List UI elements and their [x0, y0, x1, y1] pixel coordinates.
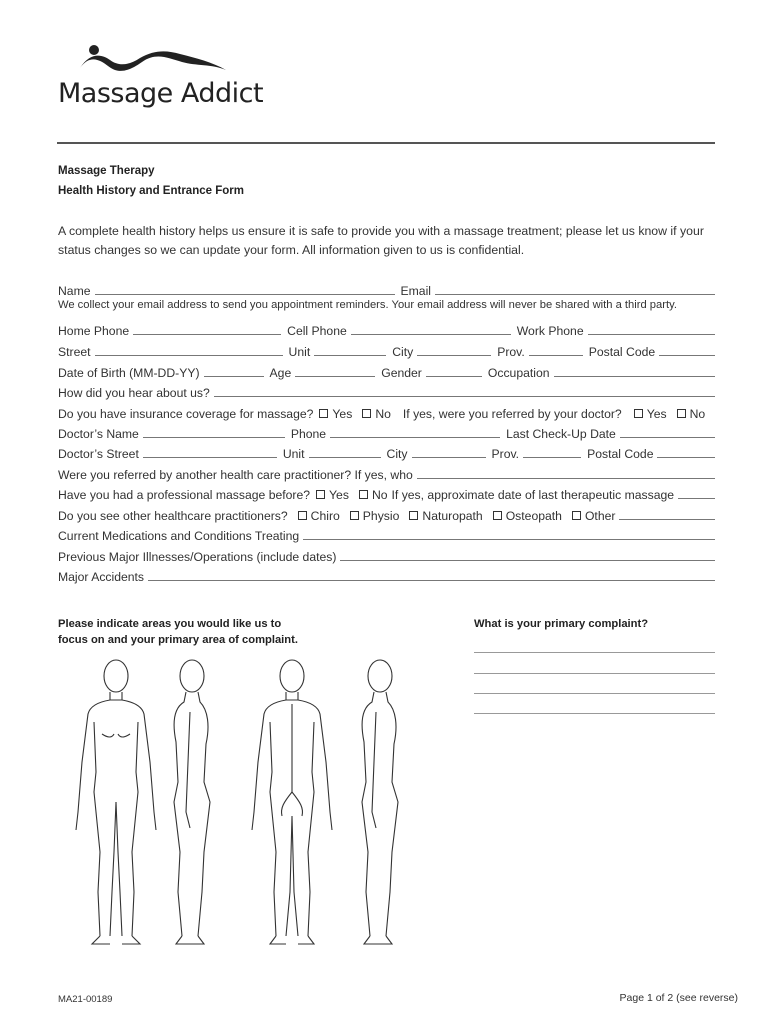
row-referred-practitioner [58, 466, 715, 482]
gender-label: Gender [381, 366, 422, 380]
row-major-accidents [58, 568, 715, 584]
row-personal [58, 364, 715, 380]
practitioner-naturopath-option[interactable]: Naturopath [407, 509, 482, 523]
row-insurance [58, 405, 715, 421]
row-address [58, 343, 715, 359]
checkbox-icon[interactable] [634, 409, 643, 418]
form-title: Health History and Entrance Form [58, 185, 244, 197]
email-field[interactable] [435, 294, 715, 295]
unit-field[interactable] [314, 355, 386, 356]
occupation-field[interactable] [554, 376, 715, 377]
referred-practitioner-field[interactable] [417, 478, 715, 479]
row-current-meds [58, 527, 715, 543]
checkbox-icon[interactable] [677, 409, 686, 418]
street-label: Street [58, 345, 91, 359]
referred-no-option[interactable]: No [675, 407, 706, 421]
prof-massage-question: Have you had a professional massage before? [58, 488, 311, 502]
current-meds-label: Current Medications and Conditions Treating [58, 529, 300, 543]
doctor-city-field[interactable] [412, 457, 486, 458]
prov-field[interactable] [529, 355, 583, 356]
brand-name: Massage Addict [58, 78, 264, 109]
row-prev-illnesses [58, 548, 715, 564]
name-label: Name [58, 284, 91, 298]
hear-about-field[interactable] [214, 396, 715, 397]
header-divider [57, 142, 715, 144]
referred-yes-option[interactable]: Yes [632, 407, 667, 421]
gender-field[interactable] [426, 376, 482, 377]
row-hear-about [58, 384, 715, 400]
name-field[interactable] [95, 294, 395, 295]
row-other-practitioners [58, 507, 715, 523]
unit-label: Unit [288, 345, 311, 359]
cell-phone-field[interactable] [351, 334, 511, 335]
postal-code-field[interactable] [659, 355, 715, 356]
checkbox-icon[interactable] [319, 409, 328, 418]
age-label: Age [269, 366, 292, 380]
age-field[interactable] [295, 376, 375, 377]
body-front-figure[interactable] [76, 660, 156, 944]
complaint-line[interactable] [474, 673, 715, 674]
checkbox-icon[interactable] [298, 511, 307, 520]
doctor-street-label: Doctor’s Street [58, 447, 139, 461]
prov-label: Prov. [497, 345, 525, 359]
massage-addict-logo [56, 44, 264, 114]
row-doctor-address [58, 445, 715, 461]
checkbox-icon[interactable] [409, 511, 418, 520]
complaint-line[interactable] [474, 693, 715, 694]
dob-field[interactable] [204, 376, 264, 377]
doctor-name-field[interactable] [143, 437, 285, 438]
last-checkup-field[interactable] [620, 437, 715, 438]
doctor-unit-label: Unit [282, 447, 305, 461]
doctor-city-label: City [386, 447, 408, 461]
body-diagram[interactable] [58, 652, 428, 952]
complaint-line[interactable] [474, 713, 715, 714]
approx-date-field[interactable] [678, 498, 715, 499]
dob-label: Date of Birth (MM-DD-YY) [58, 366, 200, 380]
city-label: City [392, 345, 414, 359]
prev-illnesses-field[interactable] [340, 560, 715, 561]
last-checkup-label: Last Check-Up Date [506, 427, 616, 441]
street-field[interactable] [95, 355, 283, 356]
approx-date-label: If yes, approximate date of last therapeutic massage [391, 488, 675, 502]
email-label: Email [400, 284, 431, 298]
doctor-phone-field[interactable] [330, 437, 500, 438]
current-meds-field[interactable] [303, 539, 715, 540]
form-code: MA21-00189 [58, 994, 113, 1005]
major-accidents-label: Major Accidents [58, 570, 145, 584]
row-name-email [58, 282, 715, 298]
body-back-figure[interactable] [252, 660, 332, 944]
doctor-name-label: Doctor’s Name [58, 427, 139, 441]
body-side-figure[interactable] [174, 660, 210, 944]
page-indicator: Page 1 of 2 (see reverse) [619, 992, 738, 1004]
referred-doctor-question: If yes, were you referred by your doctor? [402, 407, 622, 421]
occupation-label: Occupation [487, 366, 550, 380]
complaint-line[interactable] [474, 652, 715, 653]
practitioner-osteopath-option[interactable]: Osteopath [491, 509, 562, 523]
doctor-unit-field[interactable] [309, 457, 381, 458]
checkbox-icon[interactable] [350, 511, 359, 520]
form-category: Massage Therapy [58, 165, 155, 177]
work-phone-label: Work Phone [516, 324, 584, 338]
practitioner-physio-option[interactable]: Physio [348, 509, 400, 523]
doctor-prov-field[interactable] [523, 457, 581, 458]
checkbox-icon[interactable] [359, 490, 368, 499]
other-practitioner-field[interactable] [619, 519, 715, 520]
home-phone-label: Home Phone [58, 324, 130, 338]
home-phone-field[interactable] [133, 334, 281, 335]
intro-text: A complete health history helps us ensure it is safe to provide you with a massage treatment; please let us know if your status changes so we can update your form. All information given to us is confidential. [58, 224, 704, 257]
checkbox-icon[interactable] [493, 511, 502, 520]
row-prof-massage [58, 486, 715, 502]
checkbox-icon[interactable] [362, 409, 371, 418]
doctor-prov-label: Prov. [491, 447, 520, 461]
checkbox-icon[interactable] [572, 511, 581, 520]
body-side-figure-2[interactable] [362, 660, 398, 944]
cell-phone-label: Cell Phone [287, 324, 347, 338]
insurance-question: Do you have insurance coverage for massage? [58, 407, 314, 421]
postal-code-label: Postal Code [588, 345, 656, 359]
hear-about-label: How did you hear about us? [58, 386, 210, 400]
email-note: We collect your email address to send you appointment reminders. Your email address will never be shared with a third party. [58, 299, 677, 311]
doctor-phone-label: Phone [290, 427, 327, 441]
major-accidents-field[interactable] [148, 580, 715, 581]
doctor-postal-field[interactable] [657, 457, 715, 458]
prof-massage-no-option[interactable]: No [357, 488, 388, 502]
prof-massage-yes-option[interactable]: Yes [314, 488, 349, 502]
insurance-no-option[interactable]: No [360, 407, 391, 421]
primary-complaint-title: What is your primary complaint? [474, 618, 649, 630]
body-diagram-prompt: Please indicate areas you would like us to focus on and your primary area of complaint. [58, 618, 298, 646]
row-phones [58, 322, 715, 338]
insurance-yes-option[interactable]: Yes [317, 407, 352, 421]
referred-practitioner-label: Were you referred by another health care practitioner? If yes, who [58, 468, 413, 482]
other-practitioners-question: Do you see other healthcare practitioners? [58, 509, 288, 523]
row-doctor [58, 425, 715, 441]
checkbox-icon[interactable] [316, 490, 325, 499]
practitioner-chiro-option[interactable]: Chiro [296, 509, 340, 523]
city-field[interactable] [417, 355, 491, 356]
doctor-street-field[interactable] [143, 457, 277, 458]
practitioner-other-option[interactable]: Other [570, 509, 615, 523]
doctor-postal-label: Postal Code [587, 447, 654, 461]
prev-illnesses-label: Previous Major Illnesses/Operations (include dates) [58, 550, 337, 564]
work-phone-field[interactable] [588, 334, 715, 335]
